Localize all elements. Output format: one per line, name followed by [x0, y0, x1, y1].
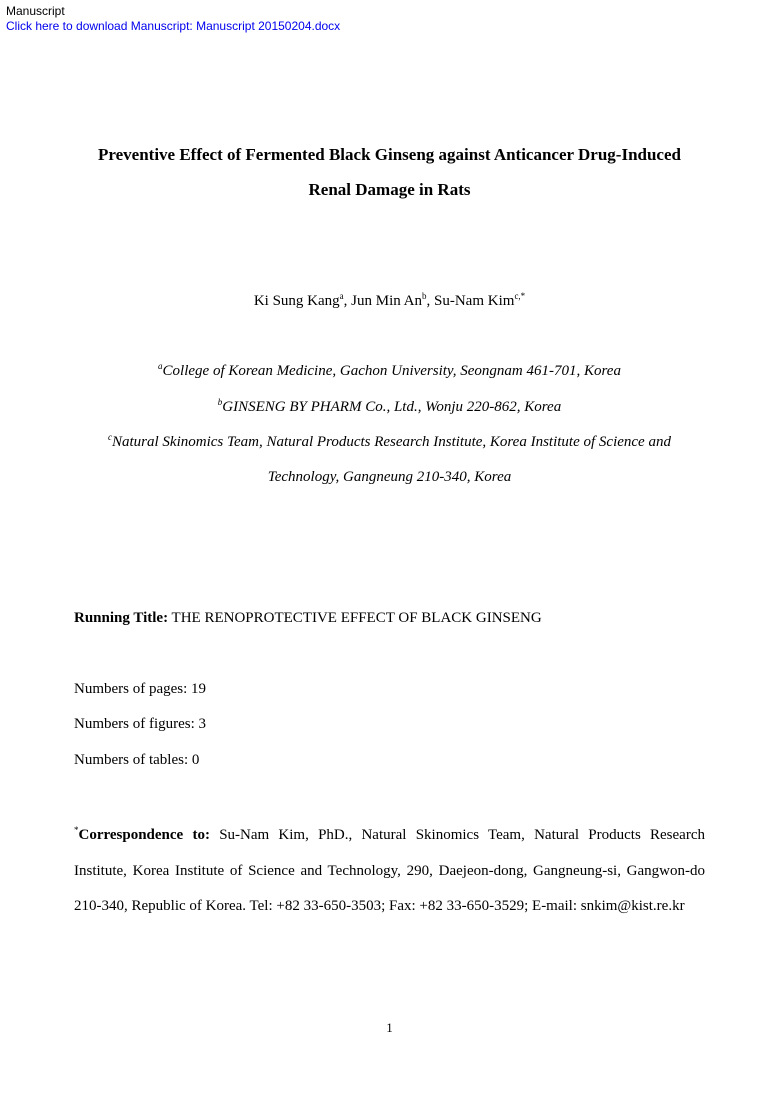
author-list [40, 292, 739, 310]
affiliation-mark: c [108, 432, 112, 442]
affiliation-a [40, 362, 739, 380]
correspondence-block [74, 818, 705, 925]
author-name: Jun Min An [351, 293, 423, 309]
paper-title-line-1: Preventive Effect of Fermented Black Ginseng against Anticancer Drug-Induced [98, 145, 681, 164]
page-number: 1 [386, 1020, 393, 1035]
affiliation-b [40, 398, 739, 416]
count-tables: Numbers of tables: 0 [74, 752, 200, 768]
paper-title-line-2: Renal Damage in Rats [308, 180, 471, 199]
affiliation-text: Natural Skinomics Team, Natural Products Research Institute, Korea Institute of Science and [112, 434, 671, 450]
affiliation-text: College of Korean Medicine, Gachon University, Seongnam 461-701, Korea [162, 363, 621, 379]
author-separator: , [343, 293, 352, 309]
running-title [74, 609, 542, 627]
count-figures: Numbers of figures: 3 [74, 716, 207, 732]
affiliation-mark: a [158, 361, 163, 371]
correspondence-text: Su-Nam Kim, PhD., Natural Skinomics Team, Natural Products Research Institute, Korea Institute of Science and Technology, 290, Daejeon-dong, Gangneung-si, Gangwon-do 210-340, Republic of Korea. Tel: +82 33-650-3503; Fax: +82 33-650-3529; E-mail: snkim@kist.re.kr [74, 827, 705, 914]
author-separator: , [426, 293, 435, 309]
download-manuscript-link[interactable]: Click here to download Manuscript: Manuscript 20150204.docx [6, 19, 341, 33]
manuscript-label: Manuscript [6, 4, 65, 18]
author-affiliation-mark: b [422, 291, 427, 301]
affiliation-mark: b [217, 397, 223, 407]
count-pages: Numbers of pages: 19 [74, 681, 207, 697]
running-title-label: Running Title: [74, 610, 169, 626]
affiliation-c-line-1 [40, 433, 739, 451]
running-title-text: THE RENOPROTECTIVE EFFECT OF BLACK GINSENG [168, 610, 542, 626]
affiliation-text: GINSENG BY PHARM Co., Ltd., Wonju 220-862, Korea [222, 399, 562, 415]
author-name: Su-Nam Kim [434, 293, 515, 309]
affiliation-c-line-2: Technology, Gangneung 210-340, Korea [267, 469, 512, 485]
author-name: Ki Sung Kang [253, 293, 340, 309]
correspondence-mark: * [74, 825, 79, 835]
correspondence-label: Correspondence to: [78, 827, 210, 843]
author-affiliation-mark: c,* [514, 291, 526, 301]
author-affiliation-mark: a [339, 291, 344, 301]
